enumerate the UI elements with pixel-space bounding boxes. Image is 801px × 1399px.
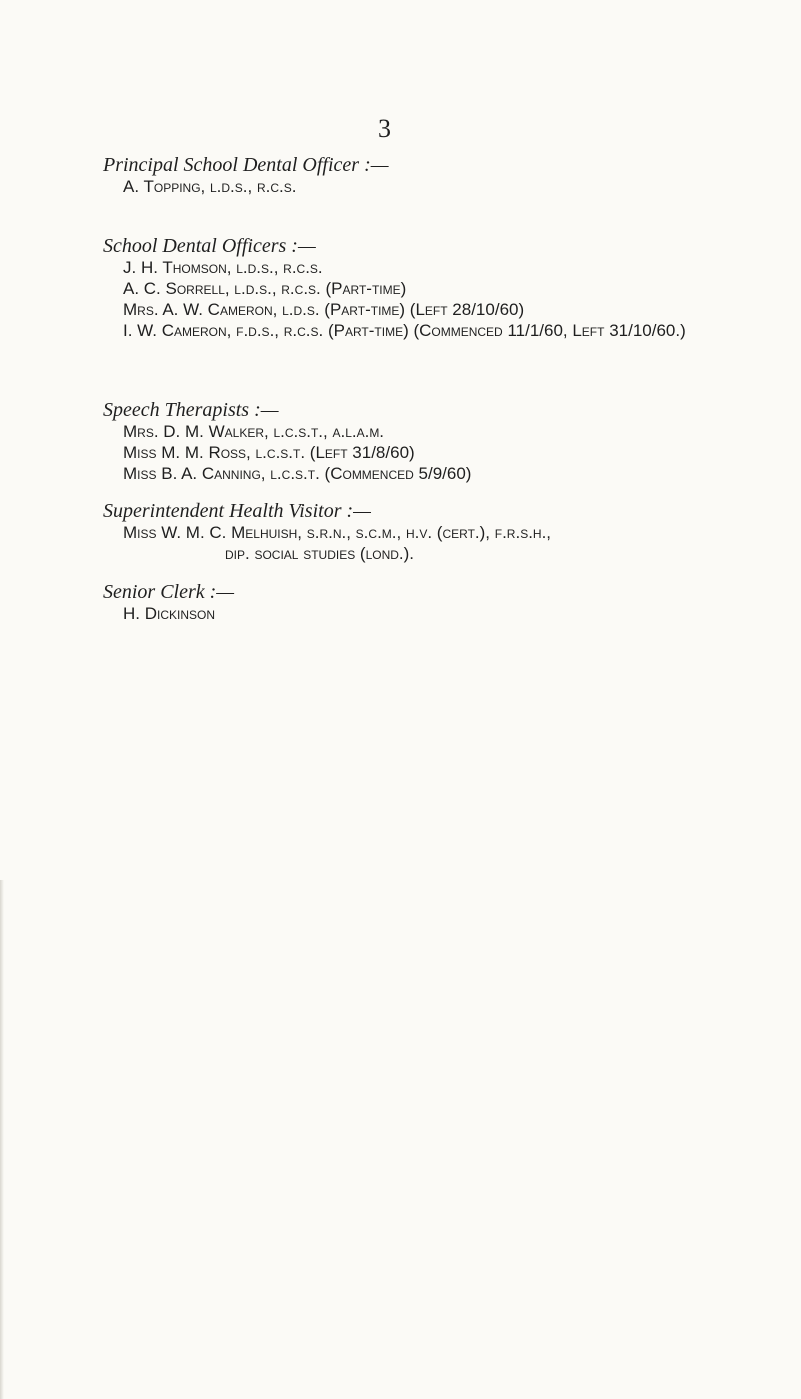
section-speech-therapists: [103, 399, 763, 484]
staff-entry: I. W. Cameron, f.d.s., r.c.s. (Part-time) (Commenced 11/1/60, Left 31/10/60.): [123, 321, 686, 340]
staff-entry: A. C. Sorrell, l.d.s., r.c.s. (Part-time): [123, 279, 407, 298]
section-heading: Senior Clerk :—: [103, 581, 235, 603]
page-number: 3: [378, 114, 391, 143]
staff-entry: Mrs. A. W. Cameron, l.d.s. (Part-time) (Left 28/10/60): [123, 300, 525, 319]
staff-entry: A. Topping, l.d.s., r.c.s.: [123, 177, 297, 196]
staff-entry: Miss W. M. C. Melhuish, s.r.n., s.c.m., h.v. (cert.), f.r.s.h.,: [123, 523, 552, 542]
section-school-dental-officers: [103, 235, 763, 341]
section-senior-clerk: [103, 581, 763, 624]
section-heading: Superintendent Health Visitor :—: [103, 500, 371, 522]
section-principal-dental-officer: [103, 154, 763, 197]
staff-entry: Mrs. D. M. Walker, l.c.s.t., a.l.a.m.: [123, 422, 385, 441]
staff-entry: H. Dickinson: [123, 604, 216, 623]
section-heading: Speech Therapists :—: [103, 399, 279, 421]
staff-entry: J. H. Thomson, l.d.s., r.c.s.: [123, 258, 323, 277]
section-heading: School Dental Officers :—: [103, 235, 316, 257]
section-superintendent-health-visitor: [103, 500, 763, 564]
page-edge-shadow: [0, 880, 4, 1399]
staff-entry: Miss B. A. Canning, l.c.s.t. (Commenced 5/9/60): [123, 464, 472, 483]
staff-entry: Miss M. M. Ross, l.c.s.t. (Left 31/8/60): [123, 443, 415, 462]
section-heading: Principal School Dental Officer :—: [103, 154, 389, 176]
staff-entry-continuation: dip. social studies (lond.).: [225, 544, 415, 563]
